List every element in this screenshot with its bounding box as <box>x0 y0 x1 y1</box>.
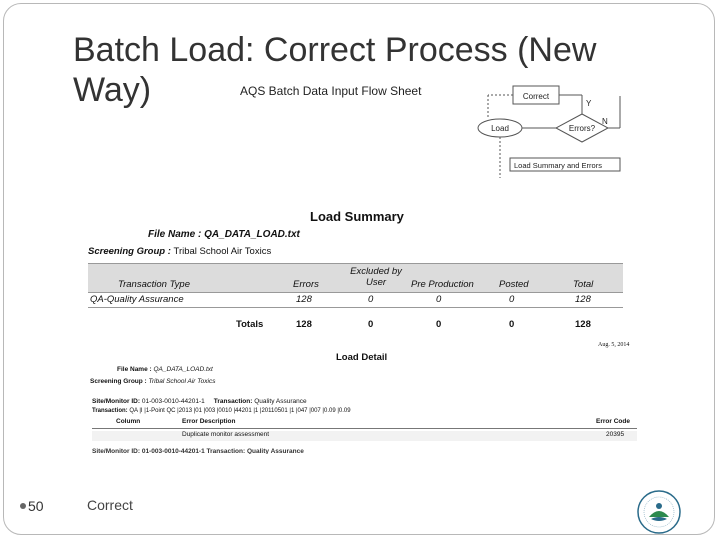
no-label: N <box>602 117 608 126</box>
summary-label: Load Summary and Errors <box>514 161 602 170</box>
load-detail-cut-line: Site/Monitor ID: 01-003-0010-44201-1 Transaction: Quality Assurance <box>92 448 304 454</box>
load-detail-group: Screening Group : Tribal School Air Toxics <box>90 378 216 385</box>
load-label: Load <box>491 124 509 133</box>
flow-sheet-label: AQS Batch Data Input Flow Sheet <box>240 84 422 98</box>
load-summary-group: Screening Group : Tribal School Air Toxics <box>88 246 272 257</box>
bullet-icon <box>20 503 26 509</box>
slide-title: Batch Load: Correct Process (New Way) <box>73 31 597 109</box>
load-detail-header: Column Error Description Error Code <box>92 418 637 429</box>
load-summary-table <box>88 263 623 335</box>
load-detail-file: File Name : QA_DATA_LOAD.txt <box>117 366 213 373</box>
epa-logo-icon <box>637 490 681 534</box>
load-detail-table <box>92 418 637 441</box>
load-summary-header: Transaction Type Errors Excluded by User Pre Production Posted Total <box>88 263 623 292</box>
flowchart <box>458 80 638 180</box>
load-detail-transaction-line: Transaction: QA |I |1-Point QC |2013 |01 |003 |0010 |44201 |1 |20110501 |1 |047 |007 |0.09 |0.09 <box>92 408 351 414</box>
load-summary-title: Load Summary <box>310 209 404 224</box>
correct-label: Correct <box>522 92 550 101</box>
slide-number: 50 <box>20 498 44 514</box>
totals-row: Totals 128 0 0 0 128 <box>236 319 591 330</box>
errors-label: Errors? <box>568 124 596 133</box>
table-row: Duplicate monitor assessment 20395 <box>92 431 637 441</box>
load-detail-site: Site/Monitor ID: 01-003-0010-44201-1 Transaction: Quality Assurance <box>92 398 307 405</box>
table-row: QA-Quality Assurance 128 0 0 0 128 <box>88 292 623 308</box>
yes-label: Y <box>586 99 592 108</box>
report-date: Aug. 5, 2014 <box>598 342 630 348</box>
load-summary-file: File Name : QA_DATA_LOAD.txt <box>148 229 300 240</box>
load-detail-title: Load Detail <box>336 352 388 363</box>
slide-caption: Correct <box>87 497 133 513</box>
